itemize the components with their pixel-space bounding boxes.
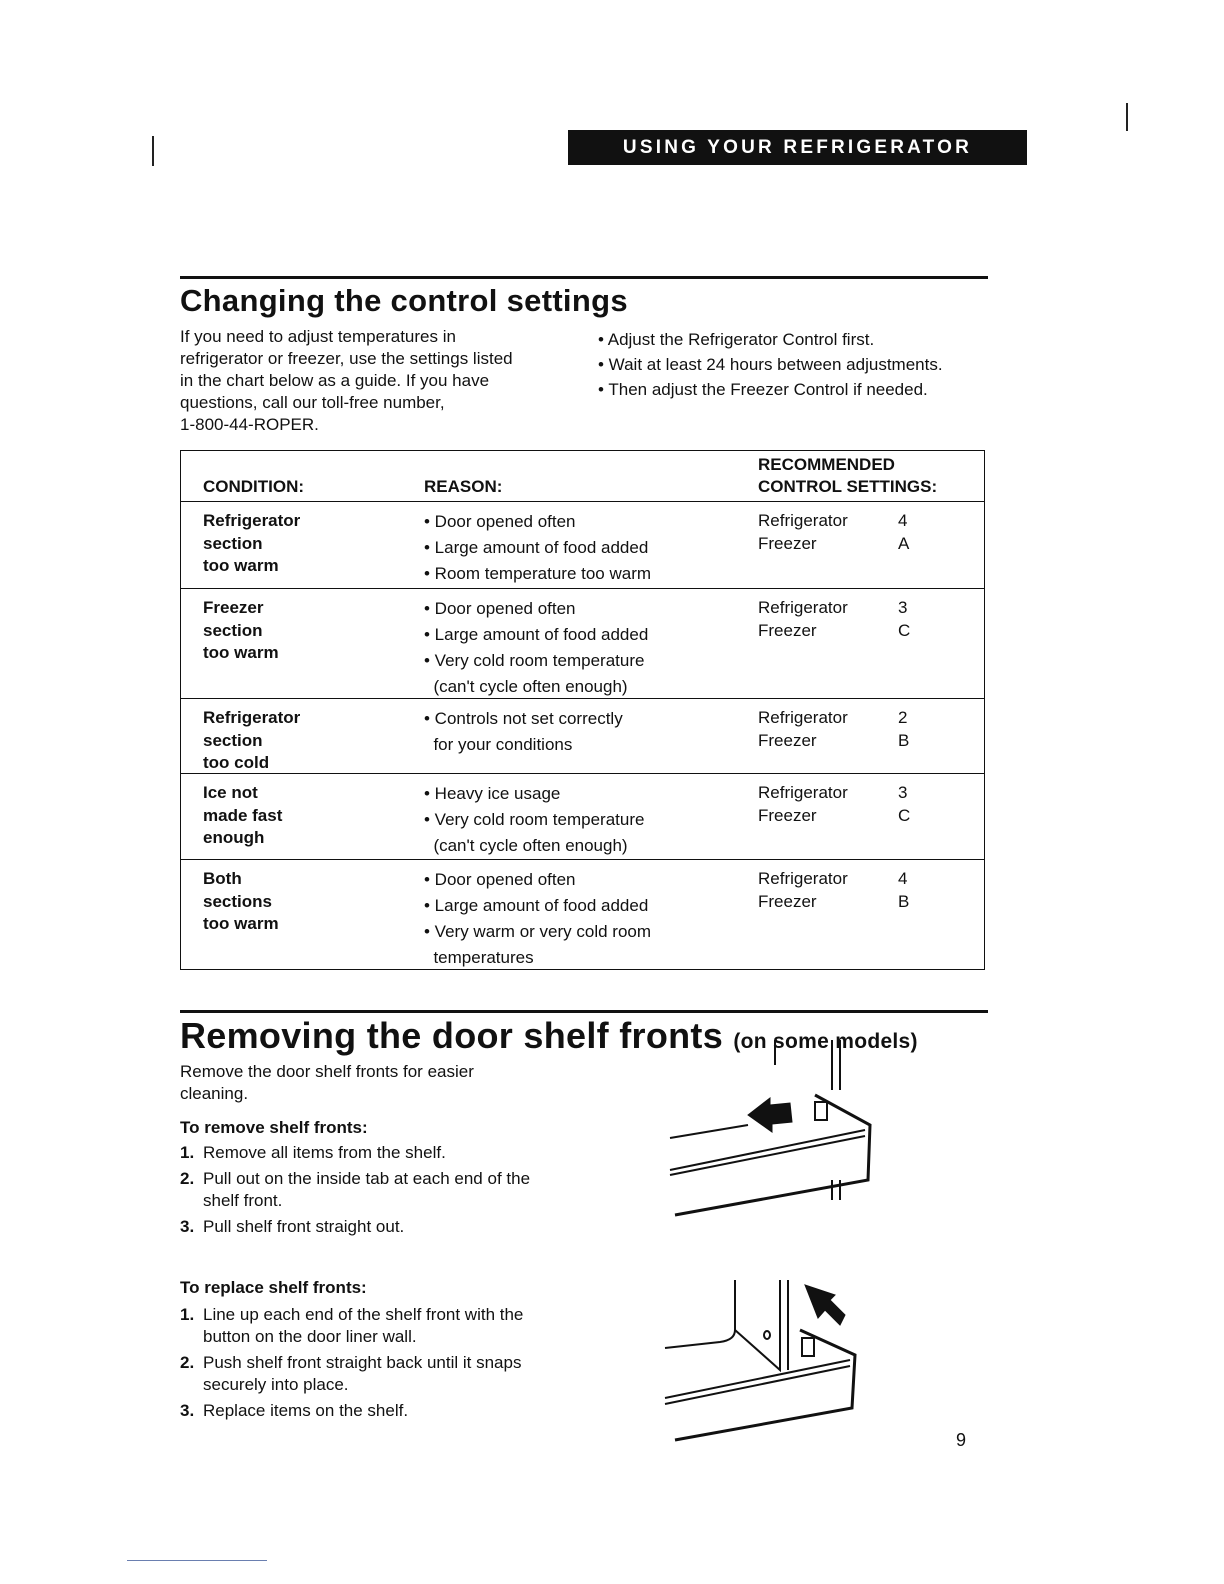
header-reason: REASON: — [424, 477, 503, 496]
replace-heading: To replace shelf fronts: — [180, 1278, 367, 1297]
settings-values — [898, 597, 910, 642]
condition-cell-line: too warm — [203, 556, 279, 575]
step-text: Pull shelf front straight out. — [203, 1217, 405, 1236]
replace-shelf-illustration — [660, 1270, 880, 1450]
condition-cell-line: Refrigerator — [203, 708, 301, 727]
text-line: questions, call our toll-free number, — [180, 393, 445, 412]
section-title: Changing the control settings — [180, 283, 628, 318]
text-line: Remove the door shelf fronts for easier — [180, 1062, 474, 1081]
step-item — [180, 1400, 550, 1422]
control-value: 4 — [898, 869, 908, 888]
text-line: If you need to adjust temperatures in — [180, 327, 456, 346]
tip-item: • Then adjust the Freezer Control if needed. — [598, 380, 928, 399]
condition-cell-line: made fast — [203, 805, 283, 825]
step-number: 3. — [180, 1217, 195, 1236]
control-name: Refrigerator — [758, 869, 848, 888]
step-item — [180, 1142, 560, 1164]
reason-cell — [424, 781, 644, 859]
tip-item: • Adjust the Refrigerator Control first. — [598, 330, 875, 349]
condition-cell-line: sections — [203, 891, 272, 911]
step-item — [180, 1304, 550, 1348]
control-value: A — [898, 533, 910, 553]
control-value: 2 — [898, 708, 908, 727]
step-item — [180, 1352, 550, 1396]
settings-values — [898, 510, 909, 555]
step-number: 1. — [180, 1305, 195, 1324]
reason-cell — [424, 509, 651, 587]
control-name: Freezer — [758, 620, 817, 640]
condition-cell-line: Refrigerator — [203, 511, 301, 530]
text-line: refrigerator or freezer, use the settings listed — [180, 349, 513, 368]
control-value: 3 — [898, 783, 908, 802]
footer-line — [127, 1560, 267, 1561]
reason-cell-line: • Very warm or very cold room — [424, 922, 652, 941]
condition-cell-line: enough — [203, 828, 265, 847]
step-number: 1. — [180, 1143, 195, 1162]
control-name: Freezer — [758, 805, 817, 825]
settings-cell — [758, 597, 848, 642]
condition-cell-line: Both — [203, 869, 242, 888]
condition-cell-line: too warm — [203, 914, 279, 933]
text-line: 1-800-44-ROPER. — [180, 415, 319, 434]
remove-shelf-illustration — [660, 1030, 880, 1220]
step-text: Line up each end of the shelf front with the button on the door liner wall. — [203, 1305, 524, 1346]
condition-cell — [203, 510, 300, 578]
table-row — [181, 773, 984, 860]
reason-cell-line: • Door opened often — [424, 599, 576, 618]
control-value: C — [898, 805, 911, 825]
control-value: C — [898, 620, 911, 640]
condition-cell — [203, 597, 279, 665]
section-title-text: Removing the door shelf fronts — [180, 1015, 724, 1056]
intro-paragraph — [180, 326, 580, 436]
settings-cell — [758, 782, 848, 827]
table-row — [181, 698, 984, 774]
condition-cell-line: too cold — [203, 753, 270, 772]
reason-cell-line: (can't cycle often enough) — [424, 677, 628, 696]
reason-cell-line: • Room temperature too warm — [424, 564, 652, 583]
condition-cell — [203, 868, 279, 936]
reason-cell-line: for your conditions — [424, 735, 573, 754]
control-value: 3 — [898, 598, 908, 617]
control-name: Refrigerator — [758, 511, 848, 530]
condition-cell — [203, 707, 300, 775]
step-item — [180, 1168, 560, 1212]
step-number: 2. — [180, 1169, 195, 1188]
reason-cell-line: • Large amount of food added — [424, 625, 649, 644]
control-name: Refrigerator — [758, 708, 848, 727]
control-value: B — [898, 891, 910, 911]
settings-values — [898, 782, 910, 827]
tips-list — [598, 327, 943, 402]
tip-item: • Wait at least 24 hours between adjustments. — [598, 355, 943, 374]
step-text: Pull out on the inside tab at each end of the shelf front. — [203, 1169, 531, 1210]
reason-cell — [424, 867, 651, 971]
reason-cell-line: (can't cycle often enough) — [424, 836, 628, 855]
remove-heading: To remove shelf fronts: — [180, 1118, 368, 1137]
reason-cell-line: temperatures — [424, 948, 534, 967]
settings-values — [898, 707, 909, 752]
header-settings-line: RECOMMENDED — [758, 455, 895, 474]
table-row — [181, 501, 984, 589]
control-name: Freezer — [758, 730, 817, 750]
step-text: Replace items on the shelf. — [203, 1401, 409, 1420]
remove-steps — [180, 1142, 560, 1242]
control-settings-table — [180, 450, 985, 970]
page-number: 9 — [956, 1430, 967, 1450]
table-row — [181, 859, 984, 970]
margin-mark-right — [1126, 103, 1128, 131]
reason-cell-line: • Very cold room temperature — [424, 651, 645, 670]
reason-cell-line: • Heavy ice usage — [424, 784, 561, 803]
control-name: Refrigerator — [758, 783, 848, 802]
step-item — [180, 1216, 560, 1238]
header-settings — [758, 454, 937, 498]
settings-cell — [758, 510, 848, 555]
condition-cell-line: Ice not — [203, 783, 258, 802]
reason-cell-line: • Large amount of food added — [424, 538, 649, 557]
control-name: Freezer — [758, 891, 817, 911]
step-text: Remove all items from the shelf. — [203, 1143, 446, 1162]
reason-cell-line: • Controls not set correctly — [424, 709, 623, 728]
divider — [180, 276, 988, 279]
reason-cell — [424, 596, 648, 700]
header-condition: CONDITION: — [203, 477, 305, 496]
margin-mark-left — [152, 136, 154, 166]
divider — [180, 1010, 988, 1013]
settings-cell — [758, 868, 848, 913]
condition-cell — [203, 782, 282, 850]
header-settings-line: CONTROL SETTINGS: — [758, 477, 938, 496]
condition-cell-line: too warm — [203, 643, 279, 662]
text-line: cleaning. — [180, 1084, 249, 1103]
condition-cell-line: Freezer — [203, 598, 264, 617]
condition-cell-line: section — [203, 620, 263, 640]
reason-cell-line: • Large amount of food added — [424, 896, 649, 915]
section-header-bar: USING YOUR REFRIGERATOR — [568, 130, 1027, 165]
control-name: Refrigerator — [758, 598, 848, 617]
reason-cell — [424, 706, 623, 758]
settings-values — [898, 868, 909, 913]
step-number: 2. — [180, 1353, 195, 1372]
replace-steps — [180, 1304, 550, 1426]
text-line: in the chart below as a guide. If you have — [180, 371, 490, 390]
condition-cell-line: section — [203, 533, 263, 553]
settings-cell — [758, 707, 848, 752]
reason-cell-line: • Door opened often — [424, 512, 576, 531]
step-number: 3. — [180, 1401, 195, 1420]
control-value: B — [898, 730, 910, 750]
intro-paragraph — [180, 1061, 474, 1105]
control-value: 4 — [898, 511, 908, 530]
section-title-note: (on some models) — [733, 1030, 918, 1053]
table-row — [181, 588, 984, 699]
reason-cell-line: • Very cold room temperature — [424, 810, 645, 829]
control-name: Freezer — [758, 533, 817, 553]
condition-cell-line: section — [203, 730, 263, 750]
reason-cell-line: • Door opened often — [424, 870, 576, 889]
step-text: Push shelf front straight back until it snaps securely into place. — [203, 1353, 522, 1394]
